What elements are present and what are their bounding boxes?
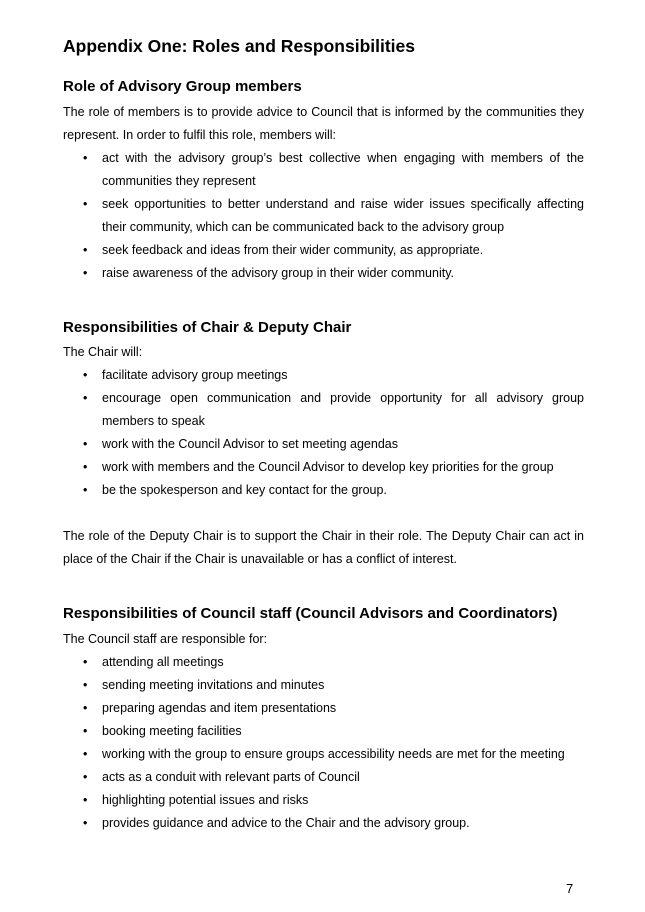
bullet-list: [63, 147, 584, 285]
section-advisory-members: [63, 77, 584, 285]
bullet-icon: •: [83, 792, 88, 807]
bullet-icon: •: [83, 265, 88, 280]
bullet-icon: •: [83, 460, 88, 474]
section-heading: Responsibilities of Chair & Deputy Chair: [63, 318, 352, 336]
page-title: Appendix One: Roles and Responsibilities: [63, 36, 415, 56]
bullet-icon: •: [83, 723, 88, 738]
list-item-text: acts as a conduit with relevant parts of Council: [102, 769, 360, 784]
section-intro: The Chair will:: [63, 345, 143, 359]
list-item: [63, 651, 584, 674]
section-intro: The role of members is to provide advice to Council that is informed by the communities they represent. In order to fulfil this role, members will:: [63, 104, 584, 142]
bullet-icon: •: [83, 746, 88, 761]
list-item: [63, 387, 584, 433]
bullet-icon: •: [83, 769, 88, 784]
section-intro: The Council staff are responsible for:: [63, 631, 268, 646]
bullet-icon: •: [83, 368, 88, 382]
list-item-text: booking meeting facilities: [102, 723, 242, 738]
list-item-text: act with the advisory group’s best collective when engaging with members of the communities they represent: [102, 150, 584, 188]
list-item: [63, 456, 584, 479]
list-item-text: work with members and the Council Advisor to develop key priorities for the group: [102, 460, 554, 474]
list-item: [63, 193, 584, 239]
list-item: [63, 674, 584, 697]
list-item-text: be the spokesperson and key contact for the group.: [102, 483, 387, 497]
page-number: 7: [566, 881, 574, 896]
list-item: [63, 812, 584, 835]
list-item-text: encourage open communication and provide opportunity for all advisory group members to speak: [102, 391, 584, 428]
deputy-chair-paragraph: The role of the Deputy Chair is to support the Chair in their role. The Deputy Chair can act in place of the Chair if the Chair is unavailable or has a conflict of interest.: [63, 529, 584, 566]
list-item-text: work with the Council Advisor to set meeting agendas: [102, 437, 398, 451]
document-page: [63, 36, 584, 835]
list-item-text: seek feedback and ideas from their wider community, as appropriate.: [102, 242, 484, 257]
section-heading: Responsibilities of Council staff (Council Advisors and Coordinators): [63, 605, 558, 622]
list-item: [63, 479, 584, 502]
bullet-icon: •: [83, 437, 88, 451]
list-item: [63, 720, 584, 743]
list-item-text: raise awareness of the advisory group in their wider community.: [102, 265, 455, 280]
list-item: [63, 789, 584, 812]
bullet-icon: •: [83, 391, 88, 405]
list-item: [63, 147, 584, 193]
bullet-icon: •: [83, 242, 88, 257]
bullet-icon: •: [83, 815, 88, 830]
bullet-icon: •: [83, 677, 88, 692]
list-item: [63, 743, 584, 766]
list-item-text: highlighting potential issues and risks: [102, 792, 309, 807]
list-item-text: facilitate advisory group meetings: [102, 368, 288, 382]
list-item-text: working with the group to ensure groups accessibility needs are met for the meeting: [102, 746, 565, 761]
list-item-text: seek opportunities to better understand and raise wider issues specifically affecting their community, which can be communicated back to the advisory group: [102, 196, 584, 234]
list-item-text: sending meeting invitations and minutes: [102, 677, 325, 692]
bullet-icon: •: [83, 150, 88, 165]
list-item: [63, 239, 584, 262]
bullet-icon: •: [83, 483, 88, 497]
list-item-text: attending all meetings: [102, 654, 224, 669]
list-item: [63, 766, 584, 789]
section-chair-responsibilities: [63, 318, 584, 572]
section-council-staff: [63, 604, 584, 835]
list-item: [63, 262, 584, 285]
list-item: [63, 433, 584, 456]
list-item: [63, 697, 584, 720]
section-heading: Role of Advisory Group members: [63, 78, 302, 95]
bullet-list: [63, 364, 584, 502]
bullet-icon: •: [83, 654, 88, 669]
list-item-text: provides guidance and advice to the Chair and the advisory group.: [102, 815, 470, 830]
bullet-icon: •: [83, 700, 88, 715]
bullet-list: [63, 651, 584, 835]
list-item-text: preparing agendas and item presentations: [102, 700, 337, 715]
list-item: [63, 364, 584, 387]
bullet-icon: •: [83, 196, 88, 211]
